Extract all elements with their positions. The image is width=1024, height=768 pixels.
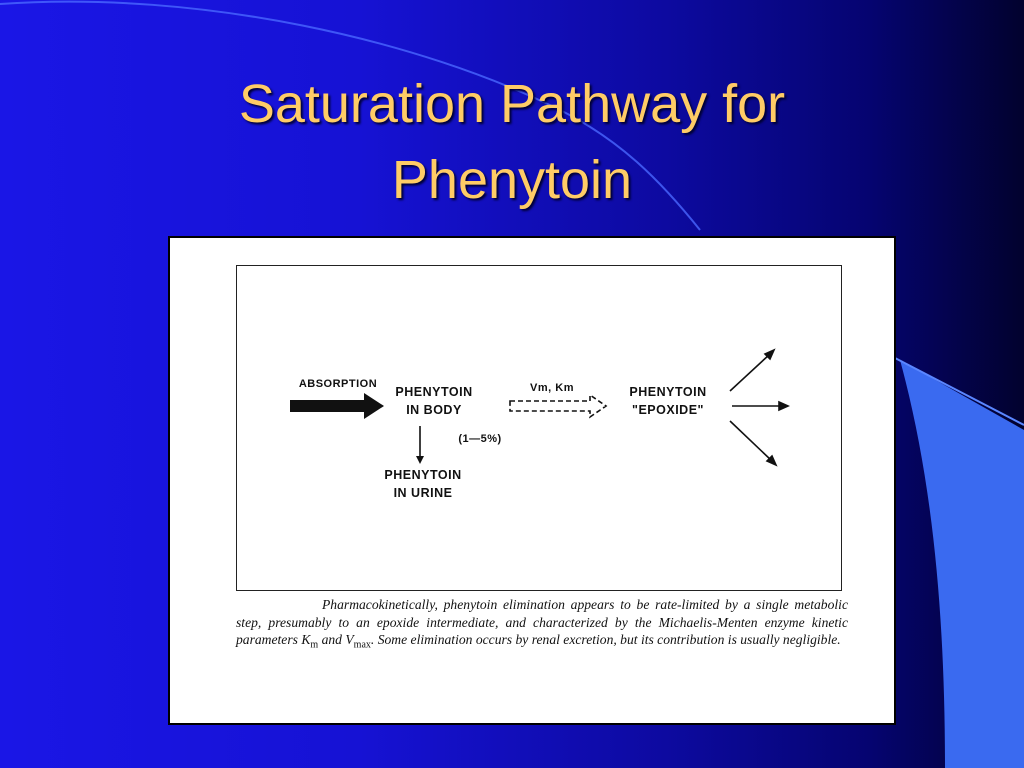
phenytoin-in-body-label: PHENYTOIN IN BODY — [395, 385, 473, 417]
saturable-metabolism-arrow — [510, 395, 606, 417]
slide-title — [112, 66, 912, 218]
caption-part-3: . Some elimination occurs by renal excretion, but its contribution is usually negligible. — [370, 632, 841, 647]
caption-part-2: and V — [318, 632, 354, 647]
vmax-subscript: max — [353, 639, 371, 651]
absorption-arrow — [290, 393, 384, 419]
phenytoin-in-urine-label: PHENYTOIN IN URINE — [384, 468, 462, 500]
absorption-label: ABSORPTION — [298, 378, 378, 390]
title-line-2: Phenytoin — [391, 150, 633, 210]
urine-percent-label: (1—5%) — [458, 433, 502, 445]
figure-card — [168, 236, 896, 725]
figure-caption — [236, 596, 848, 654]
urine-arrow — [416, 426, 424, 464]
phenytoin-epoxide-label: PHENYTOIN "EPOXIDE" — [629, 385, 707, 417]
km-subscript: m — [310, 639, 319, 651]
caption-part-1: Pharmacokinetically, phenytoin elimination appears to be rate-limited by a single metabolic step, presumably to an epoxide intermediate, and characterized by the Michaelis-Menten enzyme kinetic parameters K — [236, 597, 848, 647]
vm-km-label: Vm, Km — [530, 382, 574, 394]
title-line-1: Saturation Pathway for — [238, 74, 786, 134]
epoxide-output-arrows — [730, 350, 788, 465]
